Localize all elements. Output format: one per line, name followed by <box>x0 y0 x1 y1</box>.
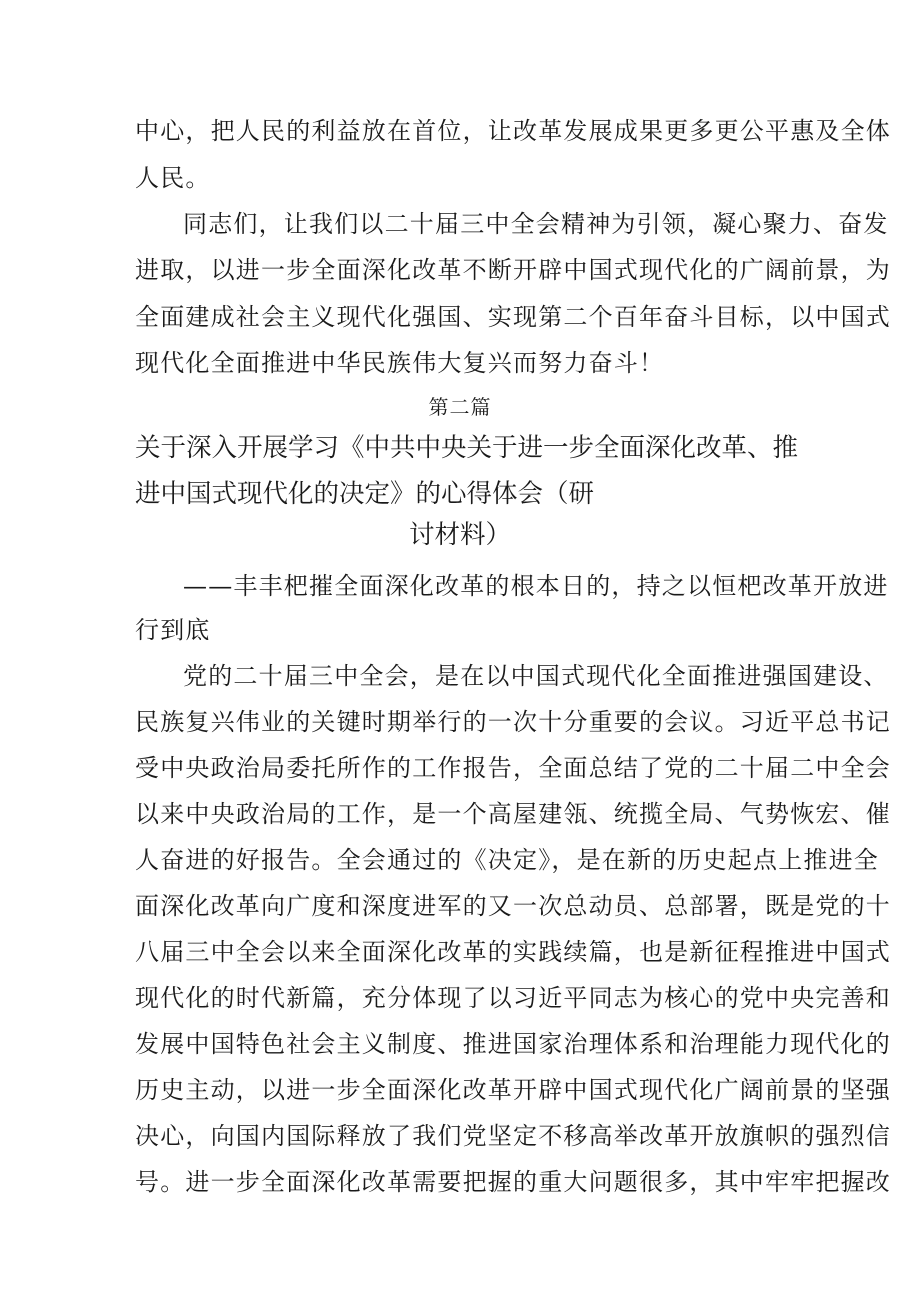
paragraph-line: 面深化改革向广度和深度进军的又一次总动员、总部署，既是党的十 <box>135 892 891 920</box>
paragraph-line: 中心，把人民的利益放在首位，让改革发展成果更多更公平惠及全体 <box>135 117 891 145</box>
section-title-line: 关于深入开展学习《中共中央关于进一步全面深化改革、推 <box>135 433 799 463</box>
section-label: 第二篇 <box>428 395 492 419</box>
paragraph-line: 历史主动，以进一步全面深化改革开辟中国式现代化广阔前景的坚强 <box>135 1076 891 1104</box>
paragraph-line: 决心，向国内国际释放了我们党坚定不移高举改革开放旗帜的强烈信 <box>135 1122 891 1150</box>
paragraph-line: 现代化全面推进中华民族伟大复兴而努力奋斗！ <box>135 349 665 377</box>
paragraph-line: 全面建成社会主义现代化强国、实现第二个百年奋斗目标，以中国式 <box>135 303 891 331</box>
paragraph-line: 发展中国特色社会主义制度、推进国家治理体系和治理能力现代化的 <box>135 1030 891 1058</box>
subtitle-line: ——丰丰杷摧全面深化改革的根本日的，持之以恒杷改革开放进 <box>183 572 889 600</box>
paragraph-line: 现代化的时代新篇，充分体现了以习近平同志为核心的党中央完善和 <box>135 984 891 1012</box>
paragraph-line: 同志们，让我们以二十届三中全会精神为引领，凝心聚力、奋发 <box>183 210 889 238</box>
paragraph-line: 人奋进的好报告。全会通过的《决定》，是在新的历史起点上推进全 <box>135 846 879 874</box>
paragraph-line: 八届三中全会以来全面深化改革的实践续篇，也是新征程推进中国式 <box>135 938 891 966</box>
subtitle-line: 行到底 <box>135 616 211 644</box>
paragraph-line: 进取，以进一步全面深化改革不断开辟中国式现代化的广阔前景，为 <box>135 256 891 284</box>
section-title-line: 讨材料） <box>408 520 511 550</box>
paragraph-line: 以来中央政治局的工作，是一个高屋建瓴、统揽全局、气势恢宏、催 <box>135 800 891 828</box>
paragraph-line: 人民。 <box>135 164 211 192</box>
paragraph-line: 民族复兴伟业的关键时期举行的一次十分重要的会议。习近平总书记 <box>135 708 891 736</box>
paragraph-line: 号。进一步全面深化改革需要把握的重大问题很多，其中牢牢把握改 <box>135 1168 891 1196</box>
paragraph-line: 党的二十届三中全会，是在以中国式现代化全面推进强国建设、 <box>183 662 889 690</box>
section-title-line: 进中国式现代化的决定》的心得体会（研 <box>135 479 595 509</box>
paragraph-line: 受中央政治局委托所作的工作报告，全面总结了党的二十届二中全会 <box>135 754 891 782</box>
